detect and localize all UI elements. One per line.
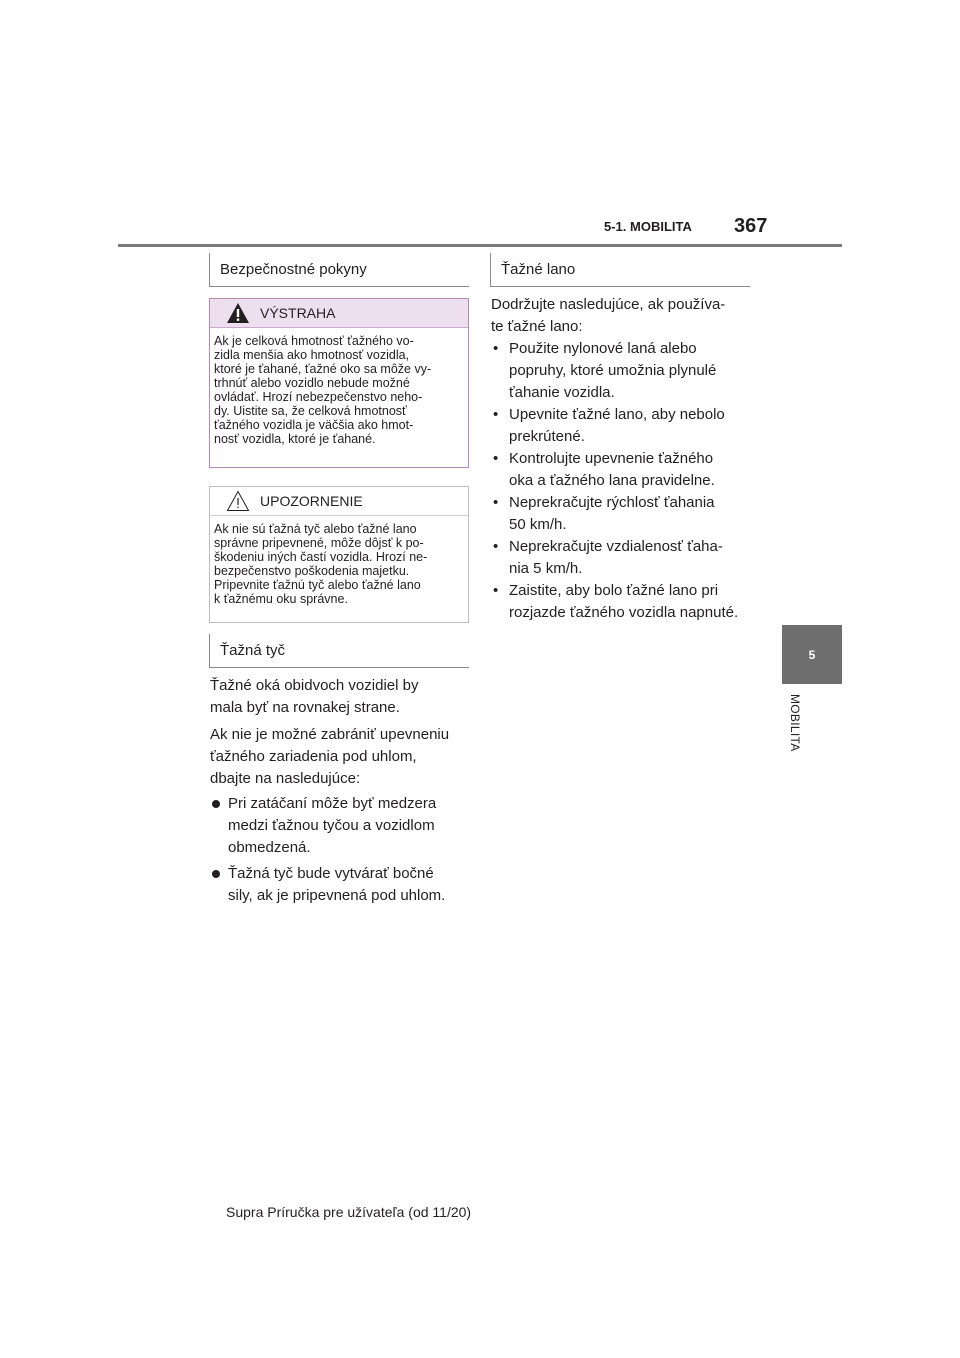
warning-box: [209, 298, 469, 468]
warning-line: dy. Uistite sa, že celková hmotnosť: [214, 404, 407, 418]
caution-line: škodeniu iných častí vozidla. Hrozí ne-: [214, 550, 428, 564]
chapter-label-text: MOBILITA: [788, 694, 802, 752]
warning-title: VÝSTRAHA: [260, 305, 336, 321]
tow-bar-paragraph-2: [210, 724, 472, 790]
text-line: Pri zatáčaní môže byť medzera: [228, 795, 437, 812]
text-line: mala byť na rovnakej strane.: [210, 699, 400, 716]
caution-line: bezpečenstvo poškodenia majetku.: [214, 564, 410, 578]
safety-heading-text: Bezpečnostné pokyny: [220, 261, 367, 278]
tow-rope-heading-text: Ťažné lano: [501, 261, 576, 278]
list-item: [491, 580, 753, 624]
page-number: 367: [734, 215, 768, 237]
text-line: Upevnite ťažné lano, aby nebolo: [509, 406, 725, 423]
bullet-dot-icon: [212, 870, 220, 878]
warning-line: trhnúť alebo vozidlo nebude možné: [214, 376, 410, 390]
list-item: [210, 793, 472, 859]
bullet-symbol: •: [493, 582, 499, 599]
text-line: rozjazde ťažného vozidla napnuté.: [509, 604, 739, 621]
text-line: Dodržujte nasledujúce, ak používa-: [491, 296, 726, 313]
text-line: Ak nie je možné zabrániť upevneniu: [210, 726, 450, 743]
text-line: Ťažná tyč bude vytvárať bočné: [228, 865, 434, 882]
warning-line: nosť vozidla, ktoré je ťahané.: [214, 432, 376, 446]
list-item: [491, 448, 753, 492]
footer-text: Supra Príručka pre užívateľa (od 11/20): [226, 1204, 472, 1220]
tow-rope-intro: [491, 294, 753, 338]
warning-line: ktoré je ťahané, ťažné oko sa môže vy-: [214, 362, 432, 376]
tow-bar-heading: [209, 634, 469, 668]
text-line: oka a ťažného lana pravidelne.: [509, 472, 715, 489]
text-line: te ťažné lano:: [491, 318, 583, 335]
warning-line: ťažného vozidla je väčšia ako hmot-: [214, 418, 414, 432]
warning-line: ovládať. Hrozí nebezpečenstvo neho-: [214, 390, 423, 404]
tow-rope-bullet-list: [491, 338, 753, 624]
tow-bar-bullet-list: [210, 793, 472, 907]
caution-line: Ak nie sú ťažná tyč alebo ťažné lano: [214, 522, 417, 536]
text-line: nia 5 km/h.: [509, 560, 583, 577]
text-line: Použite nylonové laná alebo: [509, 340, 697, 357]
text-line: prekrútené.: [509, 428, 585, 445]
list-item: [210, 863, 472, 907]
warning-header: [210, 299, 468, 328]
bullet-symbol: •: [493, 406, 499, 423]
caution-title: UPOZORNENIE: [260, 493, 363, 509]
warning-triangle-icon: [226, 302, 250, 324]
text-line: Neprekračujte vzdialenosť ťaha-: [509, 538, 723, 555]
safety-heading: [209, 253, 469, 287]
tow-bar-paragraph-1: [210, 675, 472, 719]
text-line: ťažného zariadenia pod uhlom,: [210, 748, 417, 765]
tow-rope-heading: [490, 253, 750, 287]
list-item: [491, 492, 753, 536]
text-line: medzi ťažnou tyčou a vozidlom: [228, 817, 435, 834]
header-rule: [118, 244, 842, 247]
warning-text: [210, 328, 468, 446]
text-line: popruhy, ktoré umožnia plynulé: [509, 362, 717, 379]
list-item: [491, 338, 753, 404]
caution-line: správne pripevnené, môže dôjsť k po-: [214, 536, 424, 550]
chapter-number-tab: 5: [782, 625, 842, 684]
text-line: 50 km/h.: [509, 516, 567, 533]
text-line: dbajte na nasledujúce:: [210, 770, 361, 787]
bullet-symbol: •: [493, 494, 499, 511]
bullet-symbol: •: [493, 340, 499, 357]
warning-line: zidla menšia ako hmotnosť vozidla,: [214, 348, 410, 362]
bullet-symbol: •: [493, 450, 499, 467]
caution-line: k ťažnému oku správne.: [214, 592, 348, 606]
bullet-symbol: •: [493, 538, 499, 555]
caution-triangle-icon: [226, 490, 250, 512]
text-line: sily, ak je pripevnená pod uhlom.: [228, 887, 446, 904]
chapter-label: [786, 694, 802, 770]
list-item: [491, 404, 753, 448]
text-line: Neprekračujte rýchlosť ťahania: [509, 494, 715, 511]
list-item: [491, 536, 753, 580]
text-line: Ťažné oká obidvoch vozidiel by: [210, 677, 419, 694]
text-line: Zaistite, aby bolo ťažné lano pri: [509, 582, 719, 599]
caution-header: [210, 487, 468, 516]
text-line: obmedzená.: [228, 839, 311, 856]
caution-box: [209, 486, 469, 623]
warning-line: Ak je celková hmotnosť ťažného vo-: [214, 334, 414, 348]
tow-bar-heading-text: Ťažná tyč: [220, 642, 286, 659]
text-line: ťahanie vozidla.: [509, 384, 615, 401]
section-title: 5-1. MOBILITA: [604, 219, 692, 234]
caution-text: [210, 516, 468, 606]
bullet-dot-icon: [212, 800, 220, 808]
caution-line: Pripevnite ťažnú tyč alebo ťažné lano: [214, 578, 421, 592]
text-line: Kontrolujte upevnenie ťažného: [509, 450, 714, 467]
